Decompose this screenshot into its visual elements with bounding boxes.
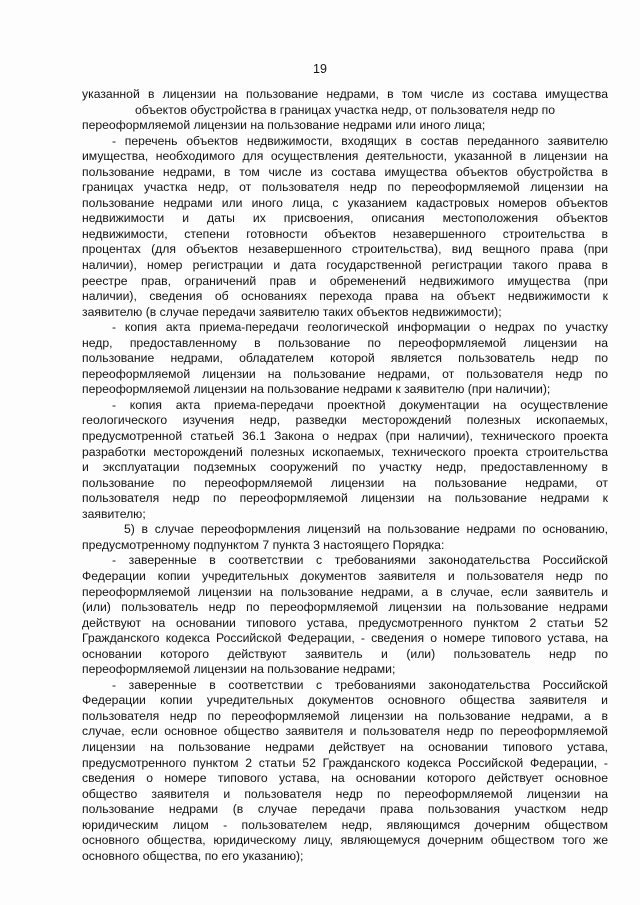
text-line: наличии), номер регистрации и дата государственной регистрации такого права в: [82, 258, 608, 273]
document-body: [82, 87, 608, 864]
text-line: переоформляемой лицензии на пользование недрами или иного лица;: [82, 118, 486, 133]
text-line: геологического изучения недр, разведки месторождений полезных ископаемых,: [82, 413, 608, 428]
text-line: предусмотренного пунктом 2 статьи 52 Гражданского кодекса Российской Федерации, -: [82, 755, 608, 770]
text-line: переоформляемой лицензии на пользование недрами, а в случае, если заявитель и: [82, 584, 608, 599]
text-line: Гражданского кодекса Российской Федерации, - сведения о номере типового устава, на: [82, 631, 608, 646]
text-line: основного общества, по его указанию);: [82, 848, 304, 863]
text-line: основного общества, юридическому лицу, являющемуся дочерним обществом того же: [82, 833, 608, 848]
text-line: разработки месторождений полезных ископаемых, технического проекта строительства: [82, 444, 608, 459]
text-line: 5) в случае переоформления лицензий на пользование недрами по основанию,: [124, 522, 608, 537]
text-line: пользование недрами или иного лица, с указанием кадастровых номеров объектов: [82, 195, 608, 210]
text-line: - заверенные в соответствии с требованиями законодательства Российской: [112, 553, 608, 568]
text-line: предусмотренной статьей 36.1 Закона о недрах (при наличии), технического проекта: [82, 429, 608, 444]
text-line: имущества, необходимого для осуществления деятельности, указанной в лицензии на: [82, 149, 608, 164]
text-line: недр, предоставленному в пользование по переоформляемой лицензии на: [82, 335, 608, 350]
text-line: границах участка недр, от пользователя недр по переоформляемой лицензии на: [82, 180, 608, 195]
text-line: предусмотренному подпунктом 7 пункта 3 настоящего Порядка:: [82, 537, 445, 552]
text-line: - копия акта приема-передачи геологической информации о недрах по участку: [112, 320, 608, 335]
text-line: общество заявителя и пользователя недр по переоформляемой лицензии на: [82, 786, 608, 801]
text-line: действуют на основании типового устава, предусмотренного пунктом 2 статьи 52: [82, 615, 608, 630]
text-line: заявителю;: [82, 506, 146, 521]
text-line: переоформляемой лицензии на пользование недрами к заявителю (при наличии);: [82, 382, 551, 397]
text-line: - копия акта приема-передачи проектной документации на осуществление: [112, 397, 608, 412]
text-line: пользование недрами, обладателем которой является пользователь недр по: [82, 351, 608, 366]
text-line: пользование недрами, в том числе из состава имущества объектов обустройства в: [82, 164, 608, 179]
text-line: пользование недрами (в случае передачи права пользования участком недр: [82, 802, 608, 817]
text-line: реестре прав, ограничений прав и обременений недвижимого имущества (при: [82, 273, 608, 288]
text-line: недвижимости, степени готовности объектов незавершенного строительства в: [82, 226, 608, 241]
text-line: пользование по переоформляемой лицензии на пользование недрами, от: [82, 475, 608, 490]
text-line: - заверенные в соответствии с требованиями законодательства Российской: [112, 677, 608, 692]
page-number: 19: [313, 62, 327, 76]
text-line: (или) пользователь недр по переоформляемой лицензии на пользование недрами: [82, 600, 608, 615]
text-line: Федерации копии учредительных документов основного общества заявителя и: [82, 693, 608, 708]
text-line: переоформляемой лицензии на пользование недрами, от пользователя недр по: [82, 366, 608, 381]
text-line: и эксплуатации подземных сооружений по участку недр, предоставленному в: [82, 460, 608, 475]
text-line: основании которого действуют заявитель и (или) пользователь недр по: [82, 646, 608, 661]
text-line: процентах (для объектов незавершенного строительства), вид вещного права (при: [82, 242, 608, 257]
text-line: юридическим лицом - пользователем недр, являющимся дочерним обществом: [82, 817, 608, 832]
text-line: пользователя недр по переоформляемой лицензии на пользование недрами к: [82, 491, 608, 506]
text-line: - перечень объектов недвижимости, входящих в состав переданного заявителю: [112, 133, 608, 148]
text-line: Федерации копии учредительных документов заявителя и пользователя недр по: [82, 568, 608, 583]
text-line: сведения о номере типового устава, на основании которого действует основное: [82, 771, 608, 786]
text-line: переоформляемой лицензии на пользование недрами;: [82, 662, 396, 677]
text-line: пользователя недр по переоформляемой лицензии на пользование недрами, а в: [82, 708, 608, 723]
text-line: наличии), сведения об основаниях перехода права на объект недвижимости к: [82, 289, 608, 304]
text-line: недвижимости и даты их присвоения, описания местоположения объектов: [82, 211, 608, 226]
text-line: заявителю (в случае передачи заявителю таких объектов недвижимости);: [82, 304, 502, 319]
text-line: указанной в лицензии на пользование недрами, в том числе из состава имущества: [82, 87, 608, 101]
text-line: случае, если основное общество заявителя и пользователя недр по переоформляемой: [82, 724, 608, 739]
text-line: лицензии на пользование недрами действует на основании типового устава,: [82, 739, 608, 754]
text-line: объектов обустройства в границах участка недр, от пользователя недр по: [134, 102, 556, 117]
